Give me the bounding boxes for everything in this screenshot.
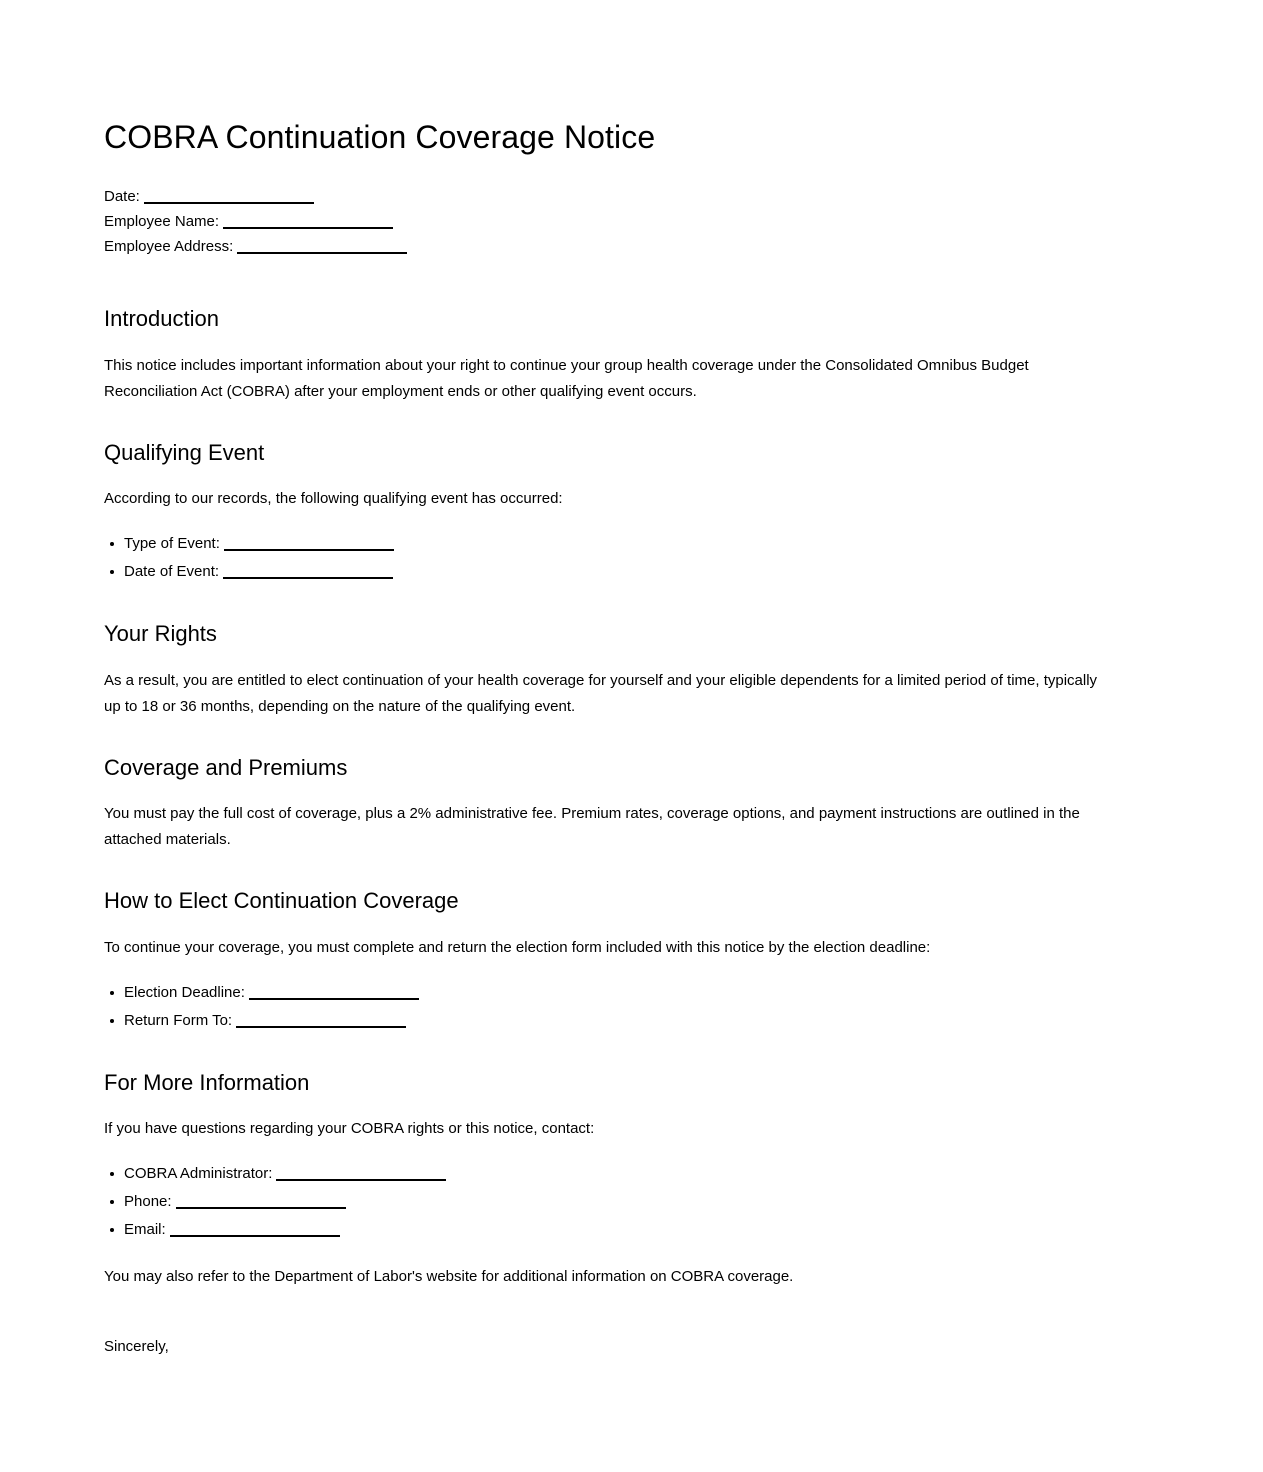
section-paragraph-introduction: This notice includes important information about your right to continue your group health coverage under the Consolidated Omnibus Budget Reconciliation Act (COBRA) after your employment ends or other qualifying event occurs. [104, 356, 1029, 400]
bullet-icon [110, 991, 114, 995]
section-heading-how-to-elect: How to Elect Continuation Coverage [104, 888, 459, 914]
field-input-cobra-administrator[interactable] [276, 1179, 446, 1181]
bullet-icon [110, 542, 114, 546]
bullet-icon [110, 570, 114, 574]
field-label-return-form-to: Return Form To: [124, 1011, 233, 1029]
field-input-email[interactable] [170, 1235, 340, 1237]
field-input-date-of-event[interactable] [223, 577, 393, 579]
list-item [104, 530, 1153, 558]
field-label-type-of-event: Type of Event: [124, 535, 220, 553]
section-heading-introduction: Introduction [104, 306, 219, 332]
list-item [104, 1216, 1153, 1244]
bullet-icon [110, 1228, 114, 1232]
header-field-date-input[interactable] [144, 202, 314, 204]
section-paragraph-your-rights: As a result, you are entitled to elect continuation of your health coverage for yourself and your eligible dependents for a limited period of time, typically up to 18 or 36 months, depending on the nature of the qualifying event. [104, 671, 1098, 715]
closing-note: You may also refer to the Department of Labor's website for additional information on COBRA coverage. [104, 1268, 794, 1286]
section-heading-coverage-and-premiums: Coverage and Premiums [104, 754, 348, 780]
header-field-employee-address-label: Employee Address: [104, 238, 234, 256]
header-fields-block [104, 184, 1153, 259]
header-field-employee-address [104, 234, 1153, 259]
section-paragraph-for-more-information: If you have questions regarding your COBRA rights or this notice, contact: [104, 1120, 595, 1138]
section-introduction [104, 305, 1153, 405]
header-field-employee-name [104, 209, 1153, 234]
section-paragraph-how-to-elect: To continue your coverage, you must complete and return the election form included with this notice by the election deadline: [104, 938, 931, 956]
section-how-to-elect [104, 887, 1153, 1035]
bullet-icon [110, 1019, 114, 1023]
field-label-email: Email: [124, 1221, 166, 1239]
header-field-date [104, 184, 1153, 209]
page-title: COBRA Continuation Coverage Notice [104, 119, 656, 155]
header-field-employee-address-input[interactable] [237, 252, 407, 254]
field-label-cobra-administrator: COBRA Administrator: [124, 1165, 273, 1183]
header-field-date-label: Date: [104, 188, 140, 206]
list-item [104, 1007, 1153, 1035]
section-qualifying-event [104, 439, 1153, 587]
field-input-type-of-event[interactable] [224, 549, 394, 551]
section-for-more-information [104, 1069, 1153, 1291]
field-input-election-deadline[interactable] [249, 998, 419, 1000]
field-input-return-form-to[interactable] [236, 1026, 406, 1028]
bullet-icon [110, 1200, 114, 1204]
section-coverage-and-premiums [104, 754, 1153, 854]
section-paragraph-coverage-and-premiums: You must pay the full cost of coverage, plus a 2% administrative fee. Premium rates, coverage options, and payment instructions are outlined in the attached materials. [104, 805, 1080, 849]
list-item [104, 1188, 1153, 1216]
list-item [104, 1160, 1153, 1188]
field-label-phone: Phone: [124, 1193, 172, 1211]
section-heading-qualifying-event: Qualifying Event [104, 439, 265, 465]
field-list-contact [104, 1160, 1153, 1244]
list-item [104, 979, 1153, 1007]
header-field-employee-name-input[interactable] [223, 227, 393, 229]
list-item [104, 558, 1153, 586]
section-your-rights [104, 620, 1153, 720]
bullet-icon [110, 1172, 114, 1176]
section-heading-for-more-information: For More Information [104, 1069, 310, 1095]
field-list-qualifying-event [104, 530, 1153, 586]
section-paragraph-qualifying-event: According to our records, the following qualifying event has occurred: [104, 490, 563, 508]
field-input-phone[interactable] [176, 1207, 346, 1209]
signoff: Sincerely, [104, 1338, 169, 1356]
header-field-employee-name-label: Employee Name: [104, 213, 220, 231]
field-list-how-to-elect [104, 979, 1153, 1035]
field-label-election-deadline: Election Deadline: [124, 983, 245, 1001]
section-heading-your-rights: Your Rights [104, 621, 217, 647]
field-label-date-of-event: Date of Event: [124, 563, 220, 581]
